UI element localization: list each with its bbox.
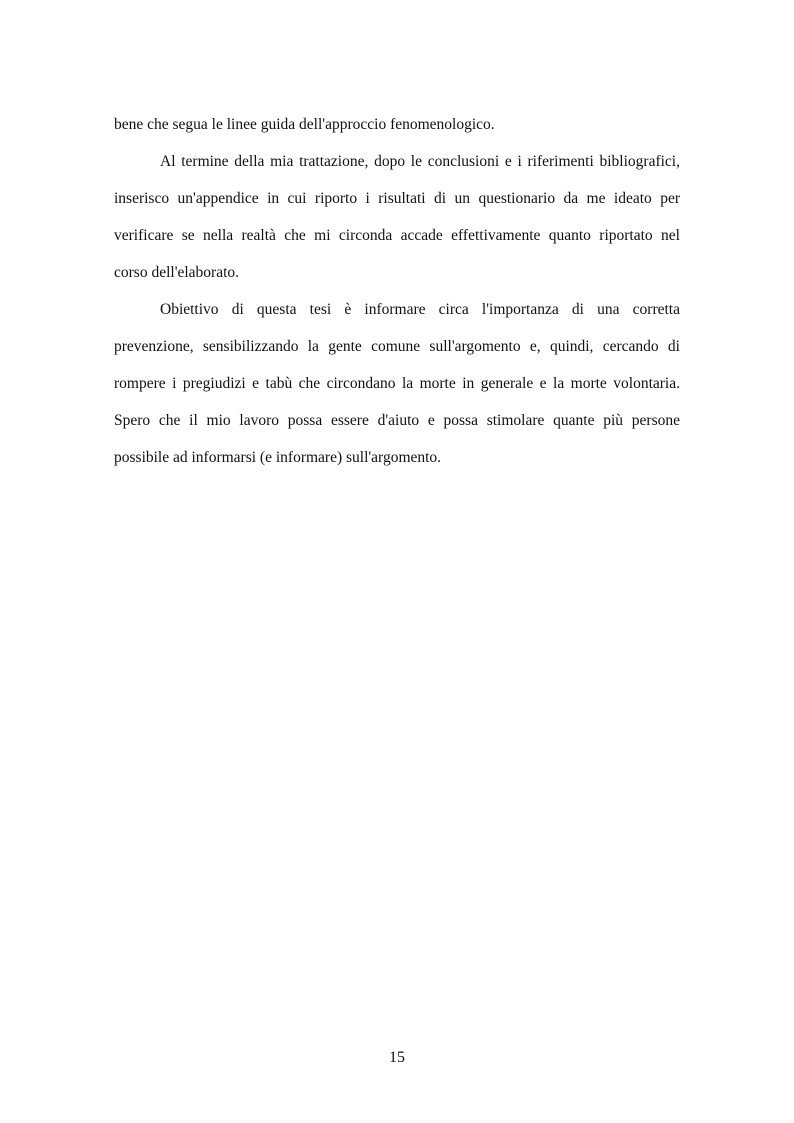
text-line: Obiettivo di questa tesi è informare circa l'importanza di una corretta bbox=[160, 301, 680, 318]
page-body bbox=[114, 106, 680, 476]
text-line: bene che segua le linee guida dell'approccio fenomenologico. bbox=[114, 116, 495, 133]
text-line: inserisco un'appendice in cui riporto i risultati di un questionario da me ideato per bbox=[114, 190, 680, 207]
paragraph bbox=[114, 143, 680, 291]
text-line: Spero che il mio lavoro possa essere d'aiuto e possa stimolare quante più persone bbox=[114, 412, 680, 429]
text-line: Al termine della mia trattazione, dopo le conclusioni e i riferimenti bibliografici, bbox=[160, 153, 680, 170]
text-line: corso dell'elaborato. bbox=[114, 264, 240, 281]
text-line: verificare se nella realtà che mi circonda accade effettivamente quanto riportato nel bbox=[114, 227, 680, 244]
text-line: rompere i pregiudizi e tabù che circondano la morte in generale e la morte volontaria. bbox=[114, 375, 680, 392]
text-line: prevenzione, sensibilizzando la gente comune sull'argomento e, quindi, cercando di bbox=[114, 338, 680, 355]
text-line: possibile ad informarsi (e informare) sull'argomento. bbox=[114, 449, 442, 466]
paragraph bbox=[114, 291, 680, 476]
paragraph bbox=[114, 106, 680, 143]
page-number: 15 bbox=[389, 1049, 405, 1066]
